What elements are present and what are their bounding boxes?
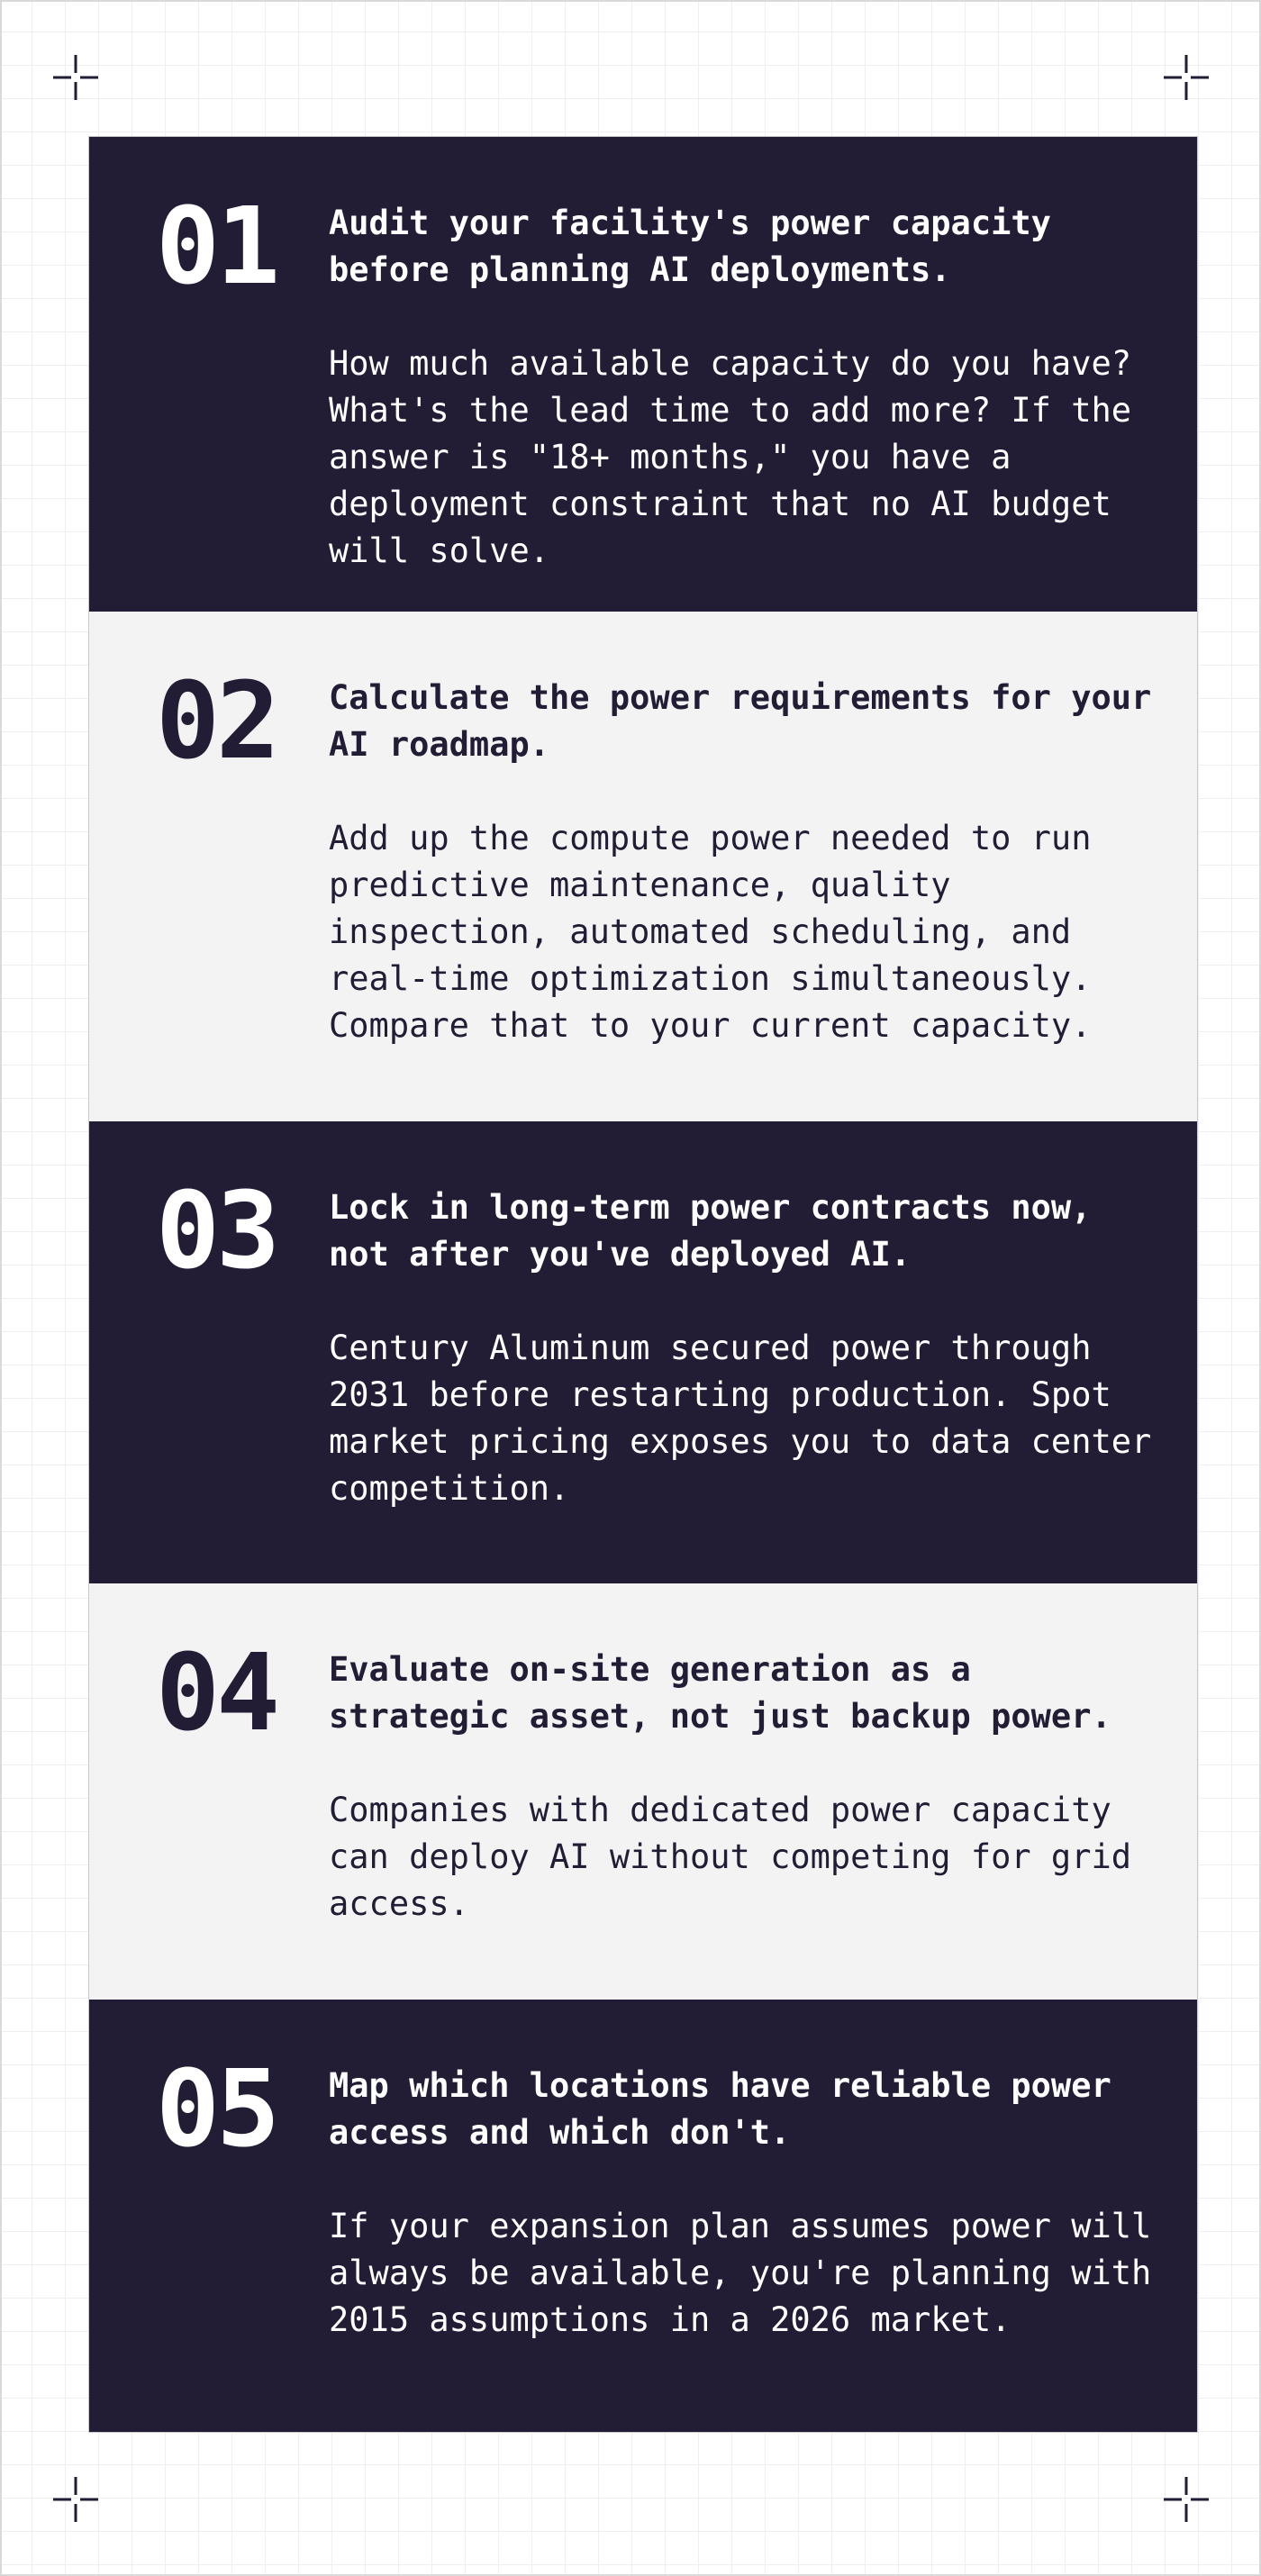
- step-heading: Audit your facility's power capacity before planning AI deployments.: [329, 204, 1051, 289]
- step-content: [329, 200, 1157, 575]
- step-number: 03: [156, 1168, 277, 1293]
- step-content: [329, 1646, 1157, 1927]
- crop-corner-top-right-icon: [1164, 55, 1209, 100]
- step-description: Companies with dedicated power capacity can deploy AI without competing for grid access.: [329, 1791, 1132, 1923]
- step-number: 05: [156, 2046, 277, 2171]
- step-number: 04: [156, 1630, 277, 1755]
- step-heading: Calculate the power requirements for your AI roadmap.: [329, 678, 1152, 764]
- step-content: [329, 675, 1157, 1049]
- step-card-02: [89, 612, 1197, 1121]
- step-description: Add up the compute power needed to run predictive maintenance, quality inspection, automated scheduling, and real-time optimization simultaneously. Compare that to your current capacity.: [329, 819, 1092, 1045]
- step-content: [329, 1184, 1157, 1512]
- step-card-05: [89, 2000, 1197, 2432]
- step-card-03: [89, 1121, 1197, 1583]
- step-content: [329, 2063, 1157, 2344]
- step-heading: Map which locations have reliable power access and which don't.: [329, 2066, 1111, 2152]
- steps-list: [88, 136, 1198, 2433]
- step-description: How much available capacity do you have? What's the lead time to add more? If the answer is "18+ months," you have a deployment constraint that no AI budget will solve.: [329, 344, 1132, 570]
- crop-corner-top-left-icon: [53, 55, 98, 100]
- step-description: If your expansion plan assumes power will always be available, you're planning with 2015 assumptions in a 2026 market.: [329, 2207, 1152, 2339]
- crop-corner-bottom-right-icon: [1164, 2477, 1209, 2522]
- step-heading: Lock in long-term power contracts now, not after you've deployed AI.: [329, 1188, 1092, 1274]
- step-number: 02: [156, 658, 277, 783]
- crop-corner-bottom-left-icon: [53, 2477, 98, 2522]
- step-card-04: [89, 1583, 1197, 2000]
- step-number: 01: [156, 184, 277, 308]
- step-card-01: [89, 137, 1197, 612]
- step-heading: Evaluate on-site generation as a strategic asset, not just backup power.: [329, 1650, 1111, 1736]
- step-description: Century Aluminum secured power through 2031 before restarting production. Spot market pricing exposes you to data center competition.: [329, 1329, 1152, 1508]
